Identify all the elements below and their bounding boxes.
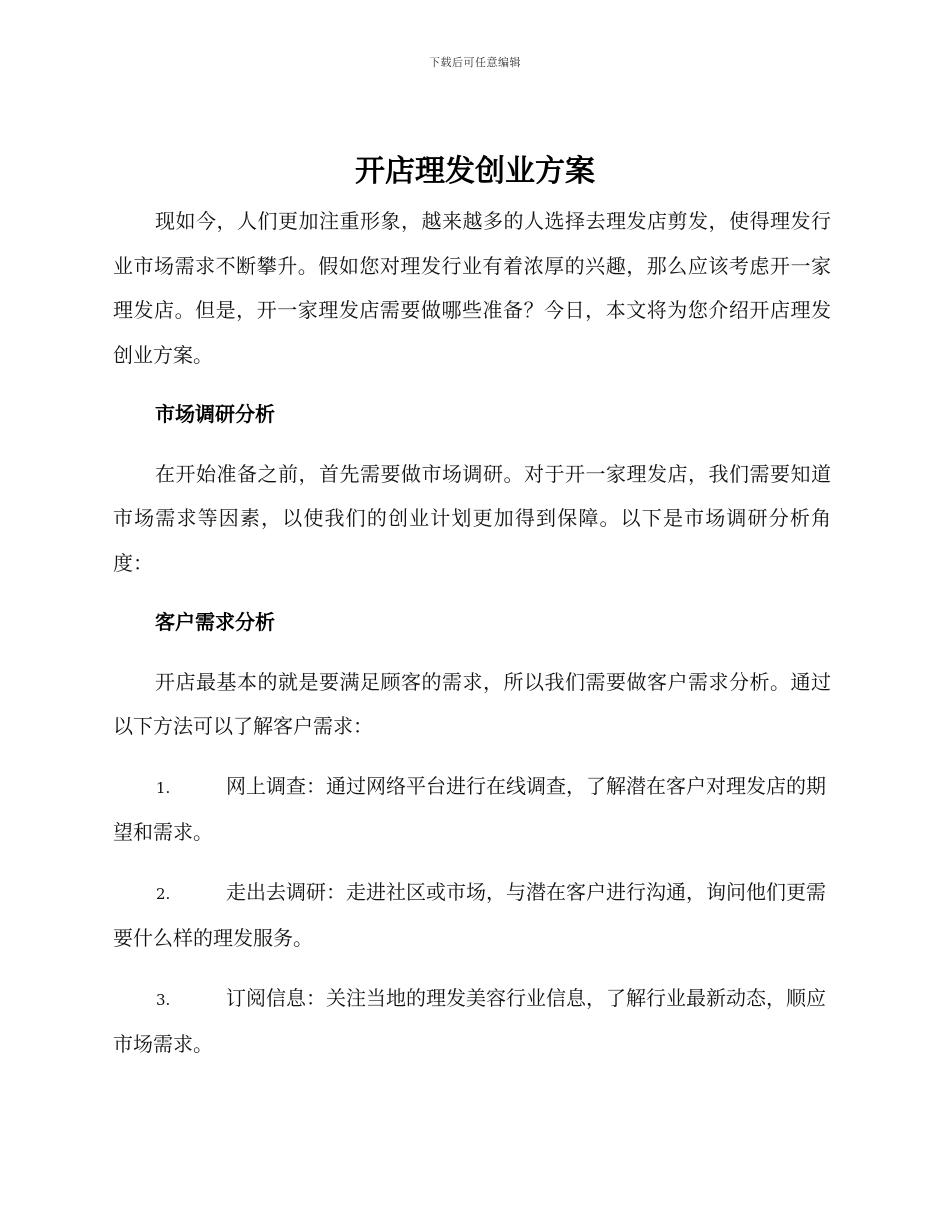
customer-needs-paragraph: 开店最基本的就是要满足顾客的需求，所以我们需要做客户需求分析。通过以下方法可以了解客户需求： <box>113 669 831 738</box>
list-item-number: 2. <box>156 884 171 903</box>
list-item-number: 1. <box>156 778 171 797</box>
document-body <box>113 199 831 1067</box>
list-item <box>113 976 831 1067</box>
market-research-paragraph: 在开始准备之前，首先需要做市场调研。对于开一家理发店，我们需要知道市场需求等因素，以使我们的创业计划更加得到保障。以下是市场调研分析角度： <box>113 461 831 575</box>
document-title: 开店理发创业方案 <box>355 154 595 189</box>
header-note: 下载后可任意编辑 <box>429 56 521 69</box>
section-heading-market-research: 市场调研分析 <box>155 402 275 426</box>
list-item <box>113 870 831 961</box>
list-item-text: 走出去调研：走进社区或市场，与潜在客户进行沟通，询问他们更需要什么样的理发服务。 <box>113 879 826 950</box>
list-item-text: 网上调查：通过网络平台进行在线调查，了解潜在客户对理发店的期望和需求。 <box>113 773 826 844</box>
list-item-number: 3. <box>156 990 171 1009</box>
list-item-text: 订阅信息：关注当地的理发美容行业信息，了解行业最新动态，顺应市场需求。 <box>113 985 826 1056</box>
intro-paragraph: 现如今，人们更加注重形象，越来越多的人选择去理发店剪发，使得理发行业市场需求不断攀升。假如您对理发行业有着浓厚的兴趣，那么应该考虑开一家理发店。但是，开一家理发店需要做哪些准备？今日，本文将为您介绍开店理发创业方案。 <box>113 209 831 367</box>
section-heading-customer-needs: 客户需求分析 <box>155 610 275 634</box>
list-item <box>113 764 831 855</box>
